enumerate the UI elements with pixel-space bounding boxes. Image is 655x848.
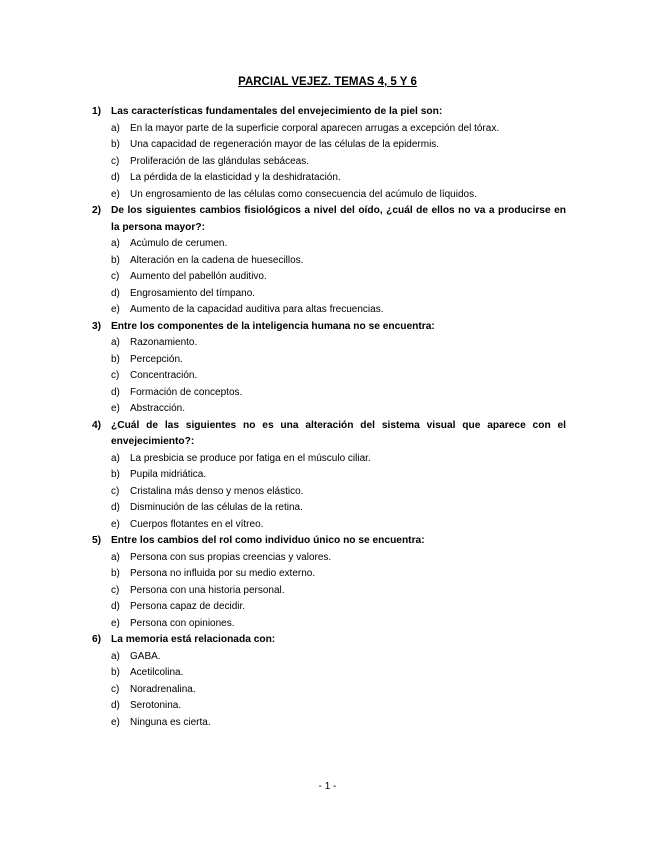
option-letter: d) bbox=[111, 287, 120, 299]
option-item bbox=[111, 451, 566, 468]
option-text: Aumento del pabellón auditivo. bbox=[130, 271, 267, 282]
question-number: 2) bbox=[92, 205, 102, 216]
option-item bbox=[111, 368, 566, 385]
question-header bbox=[92, 203, 566, 236]
option-letter: b) bbox=[111, 254, 120, 266]
option-list bbox=[92, 335, 566, 418]
option-text: Serotonina. bbox=[130, 700, 182, 711]
option-letter: c) bbox=[111, 584, 120, 596]
option-item bbox=[111, 682, 566, 699]
option-letter: c) bbox=[111, 155, 120, 167]
option-item bbox=[111, 665, 566, 682]
option-letter: a) bbox=[111, 337, 120, 348]
option-letter: d) bbox=[111, 601, 120, 612]
question-number: 6) bbox=[92, 634, 102, 645]
option-letter: e) bbox=[111, 617, 120, 629]
option-letter: a) bbox=[111, 452, 120, 464]
option-item bbox=[111, 467, 566, 484]
option-item bbox=[111, 599, 566, 616]
option-item bbox=[111, 698, 566, 715]
question-2 bbox=[92, 203, 566, 319]
option-text: Formación de conceptos. bbox=[130, 386, 243, 398]
option-text: Ninguna es cierta. bbox=[130, 716, 211, 728]
question-list bbox=[92, 104, 566, 731]
question-number: 4) bbox=[92, 419, 102, 431]
option-item bbox=[111, 170, 566, 187]
option-item bbox=[111, 649, 566, 666]
option-item bbox=[111, 187, 566, 204]
question-text: ¿Cuál de las siguientes no es una alteración del sistema visual que aparece con el envejecimiento?: bbox=[111, 419, 566, 447]
option-letter: a) bbox=[111, 238, 120, 249]
option-letter: c) bbox=[111, 485, 120, 497]
option-text: Proliferación de las glándulas sebáceas. bbox=[130, 155, 309, 167]
question-text: Las características fundamentales del envejecimiento de la piel son: bbox=[111, 106, 443, 117]
question-header bbox=[92, 104, 566, 121]
option-text: Acúmulo de cerumen. bbox=[130, 238, 228, 249]
page-number: - 1 - bbox=[318, 781, 337, 792]
option-item bbox=[111, 269, 566, 286]
option-list bbox=[92, 236, 566, 319]
question-number: 5) bbox=[92, 535, 102, 546]
option-text: Alteración en la cadena de huesecillos. bbox=[130, 254, 304, 266]
option-item bbox=[111, 236, 566, 253]
option-text: GABA. bbox=[130, 650, 161, 662]
option-item bbox=[111, 566, 566, 583]
option-text: Cristalina más denso y menos elástico. bbox=[130, 485, 304, 497]
option-text: Percepción. bbox=[130, 353, 183, 365]
question-text: La memoria está relacionada con: bbox=[111, 634, 276, 645]
question-text: Entre los componentes de la inteligencia humana no se encuentra: bbox=[111, 320, 435, 332]
option-letter: c) bbox=[111, 370, 120, 381]
question-text: Entre los cambios del rol como individuo único no se encuentra: bbox=[111, 535, 425, 546]
option-item bbox=[111, 352, 566, 369]
question-header bbox=[92, 418, 566, 451]
option-item bbox=[111, 550, 566, 567]
option-list bbox=[92, 451, 566, 534]
option-text: Disminución de las células de la retina. bbox=[130, 502, 303, 513]
option-text: Engrosamiento del tímpano. bbox=[130, 287, 256, 299]
option-letter: e) bbox=[111, 518, 120, 530]
option-text: Noradrenalina. bbox=[130, 683, 196, 695]
question-1 bbox=[92, 104, 566, 203]
option-text: Concentración. bbox=[130, 370, 198, 381]
option-letter: c) bbox=[111, 683, 120, 695]
question-number: 1) bbox=[92, 106, 102, 117]
option-letter: e) bbox=[111, 716, 120, 728]
option-text: Pupila midriática. bbox=[130, 469, 207, 480]
question-header bbox=[92, 533, 566, 550]
question-4 bbox=[92, 418, 566, 534]
option-item bbox=[111, 583, 566, 600]
question-6 bbox=[92, 632, 566, 731]
option-list bbox=[92, 121, 566, 204]
option-letter: b) bbox=[111, 353, 120, 365]
option-item bbox=[111, 286, 566, 303]
option-list bbox=[92, 550, 566, 633]
option-text: En la mayor parte de la superficie corporal aparecen arrugas a excepción del tórax. bbox=[130, 122, 500, 134]
option-letter: a) bbox=[111, 122, 120, 134]
option-letter: a) bbox=[111, 551, 120, 563]
option-item bbox=[111, 335, 566, 352]
option-letter: e) bbox=[111, 188, 120, 200]
question-text: De los siguientes cambios fisiológicos a nivel del oído, ¿cuál de ellos no va a producirse en la persona mayor?: bbox=[111, 205, 566, 233]
option-text: La pérdida de la elasticidad y la deshidratación. bbox=[130, 172, 341, 183]
option-text: Persona con opiniones. bbox=[130, 617, 235, 629]
option-item bbox=[111, 715, 566, 732]
option-item bbox=[111, 121, 566, 138]
question-number: 3) bbox=[92, 320, 102, 332]
option-item bbox=[111, 484, 566, 501]
option-item bbox=[111, 302, 566, 319]
option-letter: d) bbox=[111, 700, 120, 711]
option-letter: b) bbox=[111, 469, 120, 480]
option-item bbox=[111, 517, 566, 534]
option-letter: a) bbox=[111, 650, 120, 662]
option-text: Acetilcolina. bbox=[130, 667, 184, 678]
option-item bbox=[111, 616, 566, 633]
option-item bbox=[111, 253, 566, 270]
option-text: Persona con sus propias creencias y valores. bbox=[130, 551, 332, 563]
option-item bbox=[111, 385, 566, 402]
option-letter: b) bbox=[111, 667, 120, 678]
option-list bbox=[92, 649, 566, 732]
option-item bbox=[111, 500, 566, 517]
option-text: Razonamiento. bbox=[130, 337, 198, 348]
question-header bbox=[92, 632, 566, 649]
option-letter: d) bbox=[111, 386, 120, 398]
question-header bbox=[92, 319, 566, 336]
option-text: Persona no influida por su medio externo. bbox=[130, 568, 316, 579]
question-5 bbox=[92, 533, 566, 632]
option-letter: d) bbox=[111, 502, 120, 513]
option-text: Aumento de la capacidad auditiva para altas frecuencias. bbox=[130, 304, 384, 315]
option-letter: c) bbox=[111, 271, 120, 282]
option-text: La presbicia se produce por fatiga en el músculo ciliar. bbox=[130, 452, 371, 464]
option-item bbox=[111, 401, 566, 418]
option-text: Persona con una historia personal. bbox=[130, 584, 285, 596]
option-letter: e) bbox=[111, 304, 120, 315]
option-item bbox=[111, 154, 566, 171]
option-letter: b) bbox=[111, 568, 120, 579]
option-text: Abstracción. bbox=[130, 403, 186, 414]
option-text: Un engrosamiento de las células como consecuencia del acúmulo de líquidos. bbox=[130, 188, 477, 200]
option-letter: e) bbox=[111, 403, 120, 414]
option-text: Una capacidad de regeneración mayor de las células de la epidermis. bbox=[130, 139, 440, 150]
option-letter: b) bbox=[111, 139, 120, 150]
option-text: Cuerpos flotantes en el vítreo. bbox=[130, 518, 264, 530]
page-title: PARCIAL VEJEZ. TEMAS 4, 5 Y 6 bbox=[238, 76, 417, 88]
question-3 bbox=[92, 319, 566, 418]
option-text: Persona capaz de decidir. bbox=[130, 601, 246, 612]
option-item bbox=[111, 137, 566, 154]
option-letter: d) bbox=[111, 172, 120, 183]
